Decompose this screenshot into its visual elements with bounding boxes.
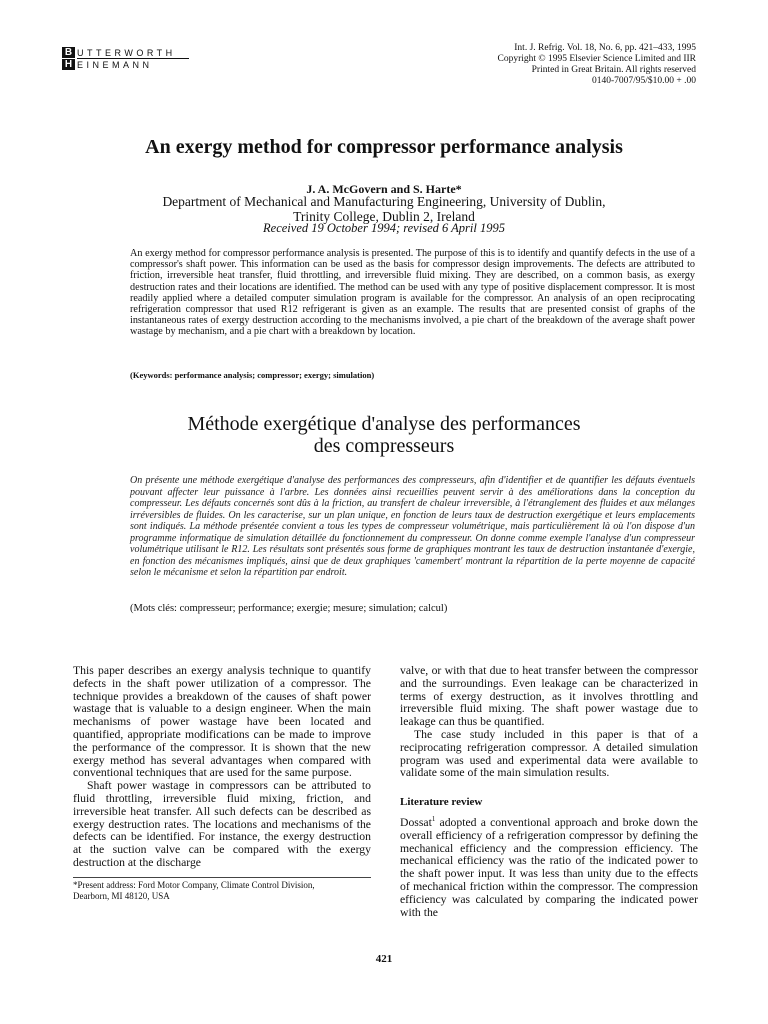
cited-author: Dossat: [400, 815, 432, 829]
logo-letter-b: B: [62, 47, 75, 58]
footnote: [73, 880, 371, 902]
french-abstract-text: On présente une méthode exergétique d'analyse des performances des compresseurs, afin d'identifier et de quantifier les défauts éventuels pouvant affecter leur puissance à l'arbre. Les données ainsi recueillies peuvent servir à des améliorations dans la conception du compresseur. Les défauts concernés sont dûs à la friction, au transfert de chaleur irreversible, à l'étranglement des fluides et aux mélanges irréversibles de fluides. On les caracterise, sur un plan unique, en fonction de leurs taux de destruction exergétique et leurs emplacements sont indiqués. La méthode présentée convient a tous les types de compresseur volumétrique, mais particulièrement là où l'on dispose d'un programme informatique de simulation détaillée du fonctionnement du compresseur. On donne comme exemple l'analyse d'un compresseur volumétrique utilisant le R12. Les résultats sont présentés sous forme de graphiques montrant les taux de destruction instantanée d'exergie, en fonction des mécanismes impliqués, ainsi que de deux graphiques 'camembert' montrant la répartition de la perte moyenne de capacité selon le mécanisme et selon la répartition par endroit.: [130, 475, 695, 578]
paper-title: An exergy method for compressor performance analysis: [145, 136, 623, 158]
french-keywords: (Mots clés: compresseur; performance; exergie; mesure; simulation; calcul): [130, 603, 448, 614]
logo-mark: [62, 47, 75, 71]
publisher-logo: [62, 47, 192, 71]
reference-marker: 1: [431, 815, 436, 824]
citation-printed: Printed in Great Britain. All rights reserved: [531, 65, 696, 75]
footnote-line1: *Present address: Ford Motor Company, Climate Control Division,: [73, 880, 315, 890]
affiliation-line1: Department of Mechanical and Manufacturing Engineering, University of Dublin,: [162, 194, 606, 209]
body-left-column: [73, 665, 371, 870]
body-paragraph: The case study included in this paper is that of a reciprocating refrigeration compressor. A detailed simulation program was used and experimental data were available to validate some of the main simulation results.: [400, 727, 698, 780]
page-number: 421: [375, 953, 393, 965]
body-paragraph: valve, or with that due to heat transfer between the compressor and the surroundings. Even leakage can be characterized in terms of exergy destruction, as it involves throttling and irreversible fluid mixing. The shaft power wastage due to leakage can thus be quantified.: [400, 664, 698, 729]
abstract-text: An exergy method for compressor performance analysis is presented. The purpose of this is to identify and quantify defects in the use of a compressor's shaft power. This information can be used as the basis for compressor design improvements. The defects are attributed to friction, irreversible heat transfer, fluid throttling, and irreversible fluid mixing. They are described, on a common basis, as exergy destruction rates and their locations are identified. The method can be used with any type of positive displacement compressor. It is most readily applied where a detailed computer simulation program is available for the compressor. An analysis of an open reciprocating refrigeration compressor that used R12 refrigerant is given as an example. The results that are presented consist of graphs of the instantaneous rates of exergy destruction according to the mechanisms involved, a pie chart of the breakdown of the average shaft power wastage by mechanism, and a pie chart with a breakdown by location.: [130, 248, 695, 338]
affiliation-line2: Trinity College, Dublin 2, Ireland: [293, 209, 475, 224]
section-heading-literature-review: Literature review: [400, 796, 483, 809]
abstract: [130, 248, 695, 338]
authors: J. A. McGovern and S. Harte*: [306, 182, 462, 196]
french-title-line1: Méthode exergétique d'analyse des performances: [187, 413, 581, 435]
logo-rule: [77, 58, 189, 59]
logo-word-line2: EINEMANN: [77, 60, 153, 70]
citation-copyright: Copyright © 1995 Elsevier Science Limited and IIR: [497, 54, 696, 64]
body-right-column: [400, 665, 698, 919]
body-paragraph: This paper describes an exergy analysis technique to quantify defects in the shaft power utilization of a compressor. The technique provides a breakdown of the causes of shaft power wastage that is valuable to a design engineer. When the main mechanisms of power wastage have been located and quantified, appropriate modifications can be made to improve the performance of the compressor. It is shown that the new exergy method has several advantages when compared with conventional techniques that are used for the same purpose.: [73, 664, 371, 780]
citation-issn: 0140-7007/95/$10.00 + .00: [591, 76, 696, 86]
body-paragraph-literature: [400, 817, 698, 919]
received-dates: Received 19 October 1994; revised 6 April 1995: [263, 221, 505, 235]
citation-block: [396, 43, 696, 87]
body-paragraph: Shaft power wastage in compressors can be attributed to fluid throttling, irreversible fluid mixing, friction, and irreversible heat transfer. All such defects can be described as exergy destruction rates. The locations and mechanisms of the defects can be identified. For instance, the exergy destruction at the suction valve can be compared with the exergy destruction at the discharge: [73, 779, 371, 869]
citation-journal: Int. J. Refrig. Vol. 18, No. 6, pp. 421–433, 1995: [514, 43, 696, 53]
keywords: (Keywords: performance analysis; compressor; exergy; simulation): [130, 370, 375, 380]
footnote-line2: Dearborn, MI 48120, USA: [73, 891, 170, 901]
affiliation: [0, 194, 768, 224]
french-abstract: [130, 475, 695, 579]
french-title-line2: des compresseurs: [313, 435, 455, 457]
logo-letter-h: H: [62, 59, 75, 70]
logo-word-line1: UTTERWORTH: [77, 48, 176, 58]
literature-text: adopted a conventional approach and broke down the overall efficiency of a refrigeration compressor by defining the mechanical efficiency and the compression efficiency. The mechanical efficiency was the ratio of the indicated power to the shaft power input. It was less than unity due to the effects of mechanical friction within the compressor. The compression efficiency was calculated by comparing the indicated power with the: [400, 815, 698, 919]
french-title: [0, 413, 768, 457]
footnote-rule: [73, 877, 371, 878]
